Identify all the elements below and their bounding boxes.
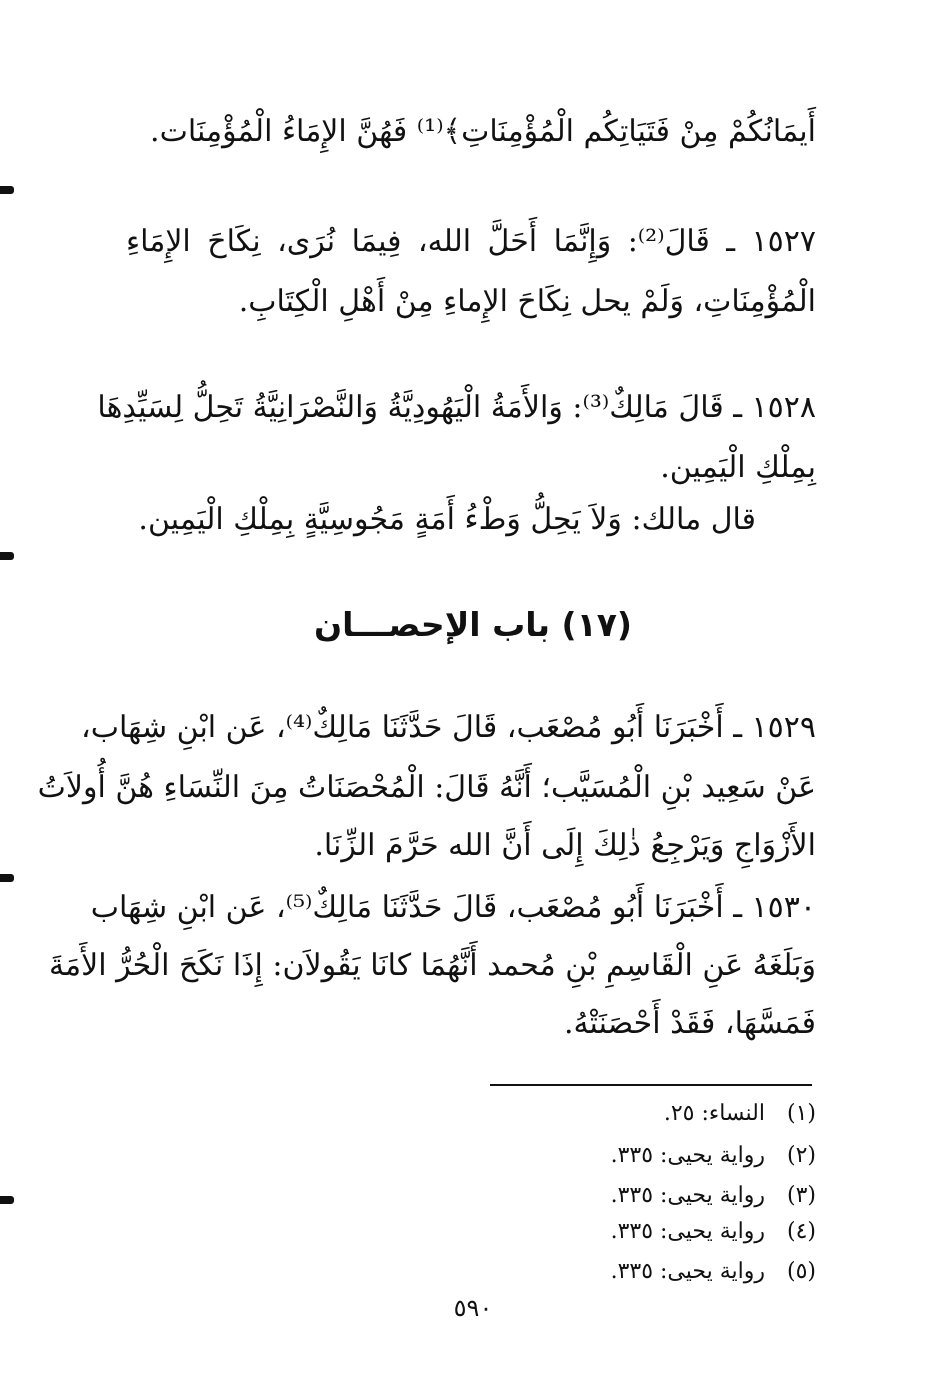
text-line: الأَزْوَاجِ وَيَرْجِعُ ذٰلِكَ إِلَى أَنَّ الله حَرَّمَ الزِّنَا. <box>314 828 816 863</box>
text-line: عَنْ سَعِيد بْنِ الْمُسَيَّب؛ أَنَّهُ قَالَ: الْمُحْصَنَاتُ مِنَ النِّسَاءِ هُنَّ أُولاَتُ <box>37 770 816 805</box>
footnote-number: (٤) <box>786 1219 816 1244</box>
text-line: ١٥٢٩ ـ أَخْبَرَنَا أَبُو مُصْعَب، قَالَ حَدَّثَنَا مَالِكٌ⁽⁴⁾، عَن ابْنِ شِهَاب، <box>81 710 816 745</box>
footnote-number: (٥) <box>786 1259 816 1284</box>
chapter-heading: (١٧) باب الإحصـــان <box>314 605 632 644</box>
text-line: فَمَسَّهَا، فَقَدْ أَحْصَنَتْهُ. <box>563 1006 816 1041</box>
footnote <box>496 1216 816 1248</box>
footnote-text: رواية يحيى: ٣٣٥. <box>610 1183 765 1208</box>
footnote-number: (٣) <box>786 1183 816 1208</box>
text-line: الْمُؤْمِنَاتِ، وَلَمْ يحل نِكَاحَ الإِماءِ مِنْ أَهْلِ الْكِتَابِ. <box>238 284 816 319</box>
scan-edge-mark <box>0 552 14 560</box>
text-line: قال مالك: وَلاَ يَحِلُّ وَطْءُ أَمَةٍ مَجُوسِيَّةٍ بِمِلْكِ الْيَمِين. <box>138 502 756 537</box>
scan-edge-mark <box>0 874 14 882</box>
text-line: أَيمَانُكُمْ مِنْ فَتَيَاتِكُم الْمُؤْمِنَاتِ﴾⁽¹⁾ فَهُنَّ الإِمَاءُ الْمُؤْمِنَات. <box>150 114 816 149</box>
text-line: ١٥٣٠ ـ أَخْبَرَنَا أَبُو مُصْعَب، قَالَ حَدَّثَنَا مَالِكٌ⁽⁵⁾، عَن ابْنِ شِهَاب <box>90 890 816 925</box>
text-line: وَبَلَغَهُ عَنِ الْقَاسِمِ بْنِ مُحمد أَنَّهُمَا كانَا يَقُولاَن: إِذَا نَكَحَ الْحُرُّ الأَمَةَ <box>48 948 816 983</box>
footnote-separator <box>490 1084 812 1086</box>
footnote-text: رواية يحيى: ٣٣٥. <box>610 1259 765 1284</box>
text-line: بِمِلْكِ الْيَمِين. <box>660 450 816 485</box>
text-line: ١٥٢٧ ـ قَالَ⁽²⁾: وَإِنَّمَا أَحَلَّ الله، فِيمَا نُرَى، نِكَاحَ الإِمَاءِ <box>126 224 816 259</box>
footnote <box>496 1180 816 1212</box>
footnote-number: (١) <box>786 1101 816 1126</box>
footnote-text: رواية يحيى: ٣٣٥. <box>610 1143 765 1168</box>
text-line: ١٥٢٨ ـ قَالَ مَالِكٌ⁽³⁾: وَالأَمَةُ الْيَهُودِيَّةُ وَالنَّصْرَانِيَّةُ تَحِلُّ لِسَيِّدِهَا <box>97 390 816 425</box>
footnote-text: رواية يحيى: ٣٣٥. <box>610 1219 765 1244</box>
scan-edge-mark <box>0 186 14 194</box>
footnote <box>496 1098 816 1130</box>
page-number: ٥٩٠ <box>453 1294 493 1322</box>
footnote-text: النساء: ٢٥. <box>663 1101 765 1126</box>
footnote-number: (٢) <box>786 1143 816 1168</box>
footnote <box>496 1140 816 1172</box>
scan-edge-mark <box>0 1196 14 1204</box>
footnote <box>496 1256 816 1288</box>
